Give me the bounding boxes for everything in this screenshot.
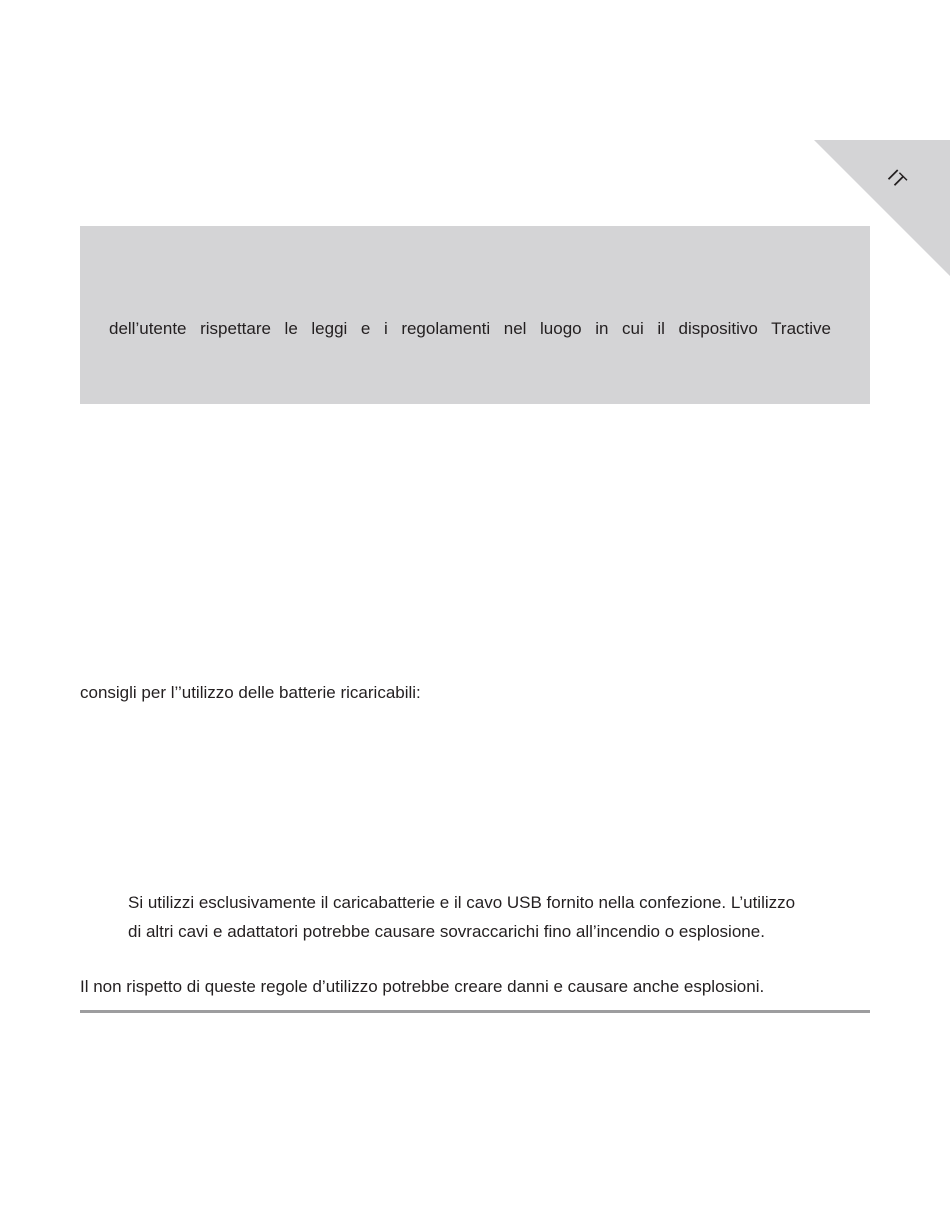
charger-tip-paragraph — [128, 888, 873, 946]
notice-text-line: dell’utente rispettare le leggi e i regolamenti nel luogo in cui il dispositivo Tractive — [109, 319, 831, 338]
language-code-label: IT — [883, 166, 910, 193]
charger-tip-line-2: di altri cavi e adattatori potrebbe causare sovraccarichi fino all’incendio o esplosione. — [128, 922, 765, 941]
battery-tips-heading: consigli per l’’utilizzo delle batterie ricaricabili: — [80, 683, 421, 702]
notice-box — [80, 226, 870, 404]
safety-warning-text: Il non rispetto di queste regole d’utilizzo potrebbe creare danni e causare anche esplosioni. — [80, 977, 765, 996]
section-divider — [80, 1010, 870, 1013]
charger-tip-line-1: Si utilizzi esclusivamente il caricabatterie e il cavo USB fornito nella confezione. L’utilizzo — [128, 893, 796, 912]
